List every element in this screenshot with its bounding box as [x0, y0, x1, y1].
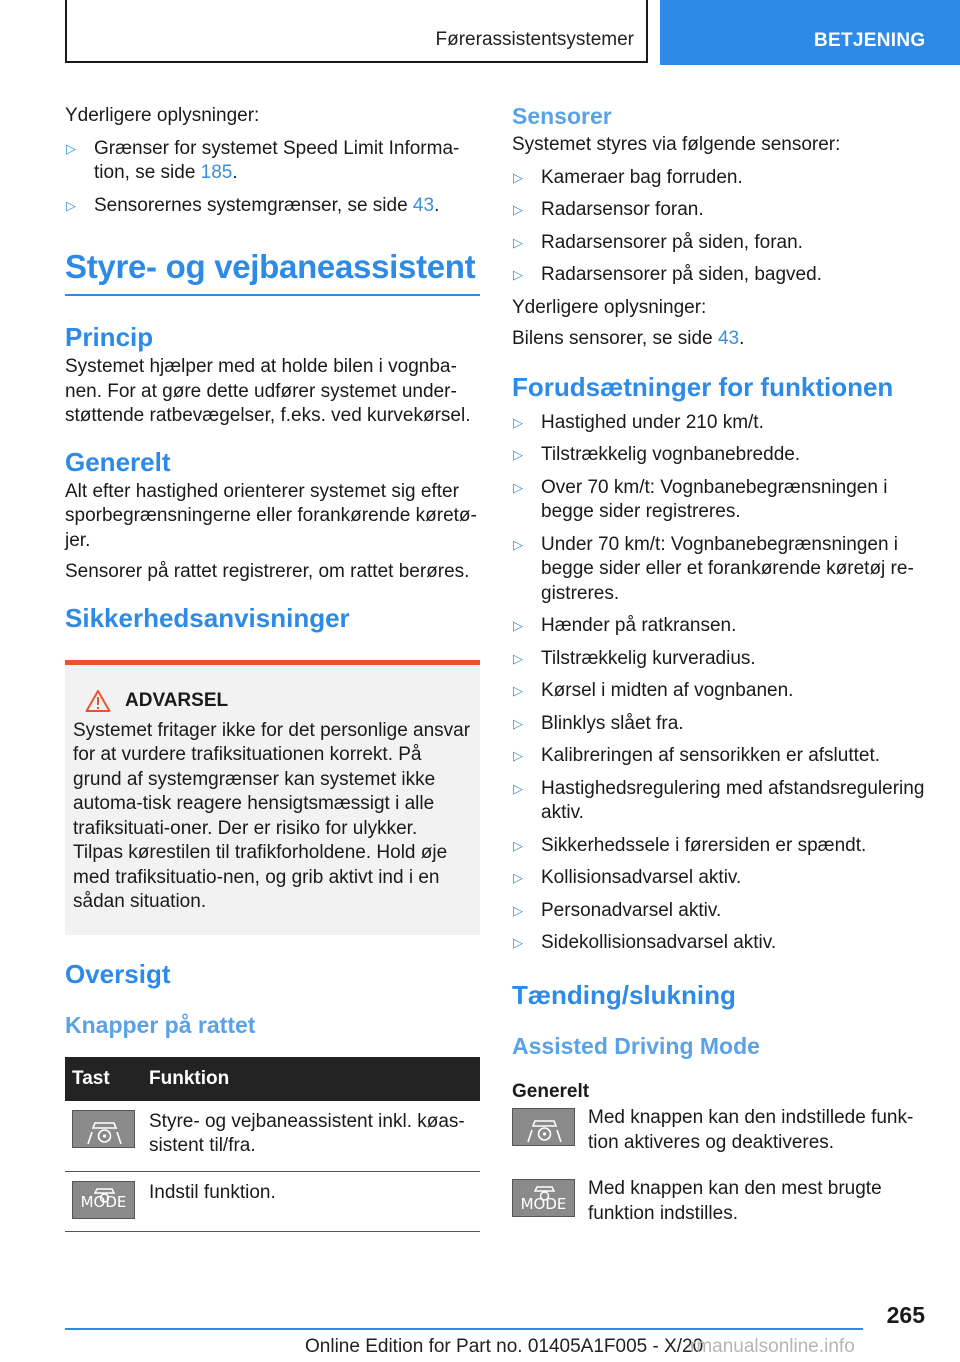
warning-triangle-icon [85, 689, 111, 713]
mode-label: MODE [80, 1193, 127, 1211]
table-cell-function: Indstil funktion. [142, 1171, 480, 1231]
buttons-table [65, 1057, 480, 1232]
page-link[interactable]: 43 [717, 328, 740, 349]
footer-watermark: rmanualsonline.info [690, 1336, 855, 1357]
list-item: ▷ Kollisionsadvarsel aktiv. [512, 866, 930, 891]
header-chapter-tab [660, 0, 960, 65]
triangle-bullet-icon: ▷ [513, 618, 523, 633]
footer-divider [65, 1328, 863, 1330]
triangle-bullet-icon: ▷ [513, 234, 523, 250]
page-number: 265 [886, 1302, 925, 1328]
more-info-list [65, 137, 480, 219]
heading-forudsaetninger: Forudsætninger for funktionen [512, 371, 894, 402]
mode-button-icon [512, 1179, 575, 1217]
warning-box [65, 660, 480, 935]
triangle-bullet-icon: ▷ [513, 267, 523, 282]
triangle-bullet-icon: ▷ [513, 447, 523, 462]
triangle-bullet-icon: ▷ [513, 169, 523, 185]
list-item: ▷ Under 70 km/t: Vognbanebegrænsningen i begge sider eller et forankørende køretøj re-gistreres. [513, 533, 914, 604]
list-item: ▷ Radarsensorer på siden, bagved. [512, 263, 930, 288]
list-item: ▷ Tilstrækkelig kurveradius. [512, 647, 930, 672]
more-info-label: Yderligere oplysninger: [65, 105, 260, 126]
button-description-row [512, 1108, 930, 1155]
triangle-bullet-icon: ▷ [513, 536, 523, 552]
triangle-bullet-icon: ▷ [513, 748, 523, 763]
page-link[interactable]: 185 [200, 162, 233, 183]
triangle-bullet-icon: ▷ [513, 414, 523, 430]
button-description: Med knappen kan den indstillede funk-tion aktiveres og deaktiveres. [588, 1107, 914, 1153]
list-item: ▷ Blinklys slået fra. [512, 712, 930, 737]
left-column [65, 104, 480, 1232]
triangle-bullet-icon: ▷ [66, 140, 76, 156]
princip-text: Systemet hjælper med at holde bilen i vognba-nen. For at gøre dette udfører systemet under-støttende ratbevægelser, f.eks. ved kurvekørsel. [65, 356, 471, 426]
bilens-sensorer-ref: Bilens sensorer, se side 43. [512, 328, 745, 349]
mode-button-icon [72, 1181, 135, 1219]
list-item: ▷ Sensorernes systemgrænser, se side 43. [65, 194, 480, 219]
triangle-bullet-icon: ▷ [513, 650, 523, 666]
lane-assist-button-icon [512, 1108, 575, 1146]
list-item: ▷ Sikkerhedssele i førersiden er spændt. [512, 834, 930, 859]
table-cell-function: Styre- og vejbaneassistent inkl. køas-sistent til/fra. [142, 1101, 480, 1172]
triangle-bullet-icon: ▷ [513, 837, 523, 853]
heading-sensorer: Sensorer [512, 103, 612, 129]
triangle-bullet-icon: ▷ [513, 479, 523, 495]
header-section-title: Førerassistentsystemer [435, 29, 634, 50]
footer-edition: Online Edition for Part no. 01405A1F005 - X/20 [305, 1336, 704, 1357]
warning-text: Systemet fritager ikke for det personlige ansvar for at vurdere trafiksituationen korrekt. På grund af systemgrænser kan systemet ikke automa-tisk reagere hensigtsmæssigt i alle trafiksituati-oner. Der er risiko for ulykker. Tilpas kørestilen til trafikforholdene. Hold øje med trafiksituatio-nen, og grib aktivt ind i en sådan situation. [73, 719, 471, 912]
heading-oversigt: Oversigt [65, 958, 171, 989]
table-header-function: Funktion [142, 1057, 480, 1101]
forudsaetninger-list [512, 411, 930, 956]
list-item: ▷ Hastighed under 210 km/t. [512, 411, 930, 436]
heading-princip: Princip [65, 322, 154, 352]
table-header-key: Tast [65, 1057, 142, 1101]
triangle-bullet-icon: ▷ [513, 683, 523, 698]
triangle-bullet-icon: ▷ [513, 202, 523, 217]
triangle-bullet-icon: ▷ [513, 715, 523, 731]
list-item: ▷ Hænder på ratkransen. [512, 614, 930, 639]
triangle-bullet-icon: ▷ [513, 870, 523, 885]
mode-label: MODE [520, 1195, 567, 1213]
page-link[interactable]: 43 [412, 194, 435, 216]
list-item: ▷ Hastighedsregulering med afstandsregulering aktiv. [513, 777, 925, 823]
header-chapter-title: BETJENING [814, 30, 926, 51]
generelt-text-2: Sensorer på rattet registrerer, om rattet berøres. [65, 561, 470, 582]
heading-taending: Tænding/slukning [512, 979, 736, 1010]
page-title: Styre- og vejbaneassistent [65, 248, 476, 285]
button-description-row [512, 1179, 930, 1226]
list-item: ▷ Sidekollisionsadvarsel aktiv. [512, 931, 930, 956]
triangle-bullet-icon: ▷ [66, 197, 76, 213]
heading-knapper: Knapper på rattet [65, 1011, 256, 1038]
list-item: ▷ Kalibreringen af sensorikken er afsluttet. [512, 744, 930, 769]
right-column [512, 103, 930, 1226]
list-item: ▷ Grænser for systemet Speed Limit Informa-tion, se side 185. [66, 137, 460, 183]
list-item: ▷ Radarsensor foran. [512, 198, 930, 223]
list-item: ▷ Tilstrækkelig vognbanebredde. [512, 443, 930, 468]
list-item: ▷ Kørsel i midten af vognbanen. [512, 679, 930, 704]
triangle-bullet-icon: ▷ [513, 780, 523, 796]
triangle-bullet-icon: ▷ [513, 935, 523, 950]
sensorer-list [512, 166, 930, 288]
list-item: ▷ Kameraer bag forruden. [512, 166, 930, 191]
heading-generelt: Generelt [65, 446, 171, 477]
list-item: ▷ Personadvarsel aktiv. [512, 899, 930, 924]
more-info-label-right: Yderligere oplysninger: [512, 296, 707, 318]
warning-header [85, 689, 472, 713]
heading-generelt-right: Generelt [512, 1080, 590, 1102]
table-row [65, 1171, 480, 1231]
list-item: ▷ Radarsensorer på siden, foran. [512, 231, 930, 256]
table-row [65, 1101, 480, 1172]
header-section-box [65, 0, 648, 63]
sensorer-intro: Systemet styres via følgende sensorer: [512, 134, 841, 155]
page-title-block [65, 248, 480, 296]
warning-title: ADVARSEL [125, 689, 229, 711]
list-item: ▷ Over 70 km/t: Vognbanebegrænsningen i begge sider registreres. [513, 476, 888, 522]
heading-assisted-driving-mode: Assisted Driving Mode [512, 1032, 760, 1059]
triangle-bullet-icon: ▷ [513, 902, 523, 918]
generelt-text-1: Alt efter hastighed orienterer systemet sig efter sporbegrænsningerne eller forankørende køretø-jer. [65, 480, 477, 551]
button-description: Med knappen kan den mest brugte funktion indstilles. [588, 1178, 882, 1224]
lane-assist-button-icon [72, 1110, 135, 1148]
heading-sikkerhed: Sikkerhedsanvisninger [65, 602, 350, 633]
